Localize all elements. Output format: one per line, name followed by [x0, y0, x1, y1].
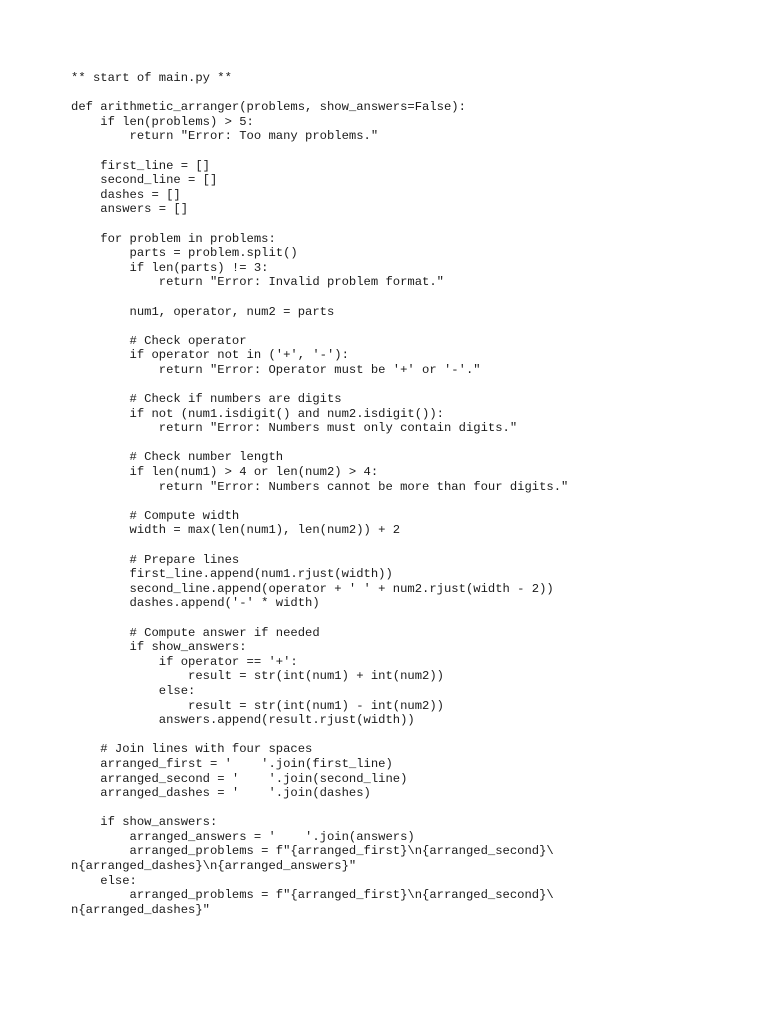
code-line: if operator == '+': — [71, 654, 298, 669]
code-line: arranged_answers = ' '.join(answers) — [71, 829, 415, 844]
code-line — [71, 144, 568, 159]
code-line — [71, 494, 568, 509]
code-line: if show_answers: — [71, 640, 247, 655]
code-line: n{arranged_dashes}\n{arranged_answers}" — [71, 859, 357, 874]
code-line: first_line = [] — [71, 158, 210, 173]
code-line: if len(problems) > 5: — [71, 114, 254, 129]
code-line: return "Error: Operator must be '+' or '-'." — [71, 362, 481, 377]
code-listing — [71, 71, 568, 917]
code-line: result = str(int(num1) + int(num2)) — [71, 669, 444, 684]
code-line — [71, 728, 568, 743]
code-line — [71, 436, 568, 451]
code-line: num1, operator, num2 = parts — [71, 304, 335, 319]
code-line: second_line.append(operator + ' ' + num2.rjust(width - 2)) — [71, 581, 554, 596]
code-line: parts = problem.split() — [71, 246, 298, 261]
code-line: # Check number length — [71, 450, 284, 465]
code-line: return "Error: Invalid problem format." — [71, 275, 444, 290]
code-line: if len(parts) != 3: — [71, 260, 269, 275]
code-line: first_line.append(num1.rjust(width)) — [71, 567, 393, 582]
code-line — [71, 801, 568, 816]
code-line: ** start of main.py ** — [71, 71, 232, 85]
code-line: for problem in problems: — [71, 231, 276, 246]
code-line: dashes.append('-' * width) — [71, 596, 320, 611]
code-line: # Compute answer if needed — [71, 625, 320, 640]
code-line: n{arranged_dashes}" — [71, 902, 210, 917]
code-line: # Prepare lines — [71, 552, 240, 567]
code-line: arranged_problems = f"{arranged_first}\n{arranged_second}\ — [71, 888, 554, 903]
code-line — [71, 377, 568, 392]
code-line: # Compute width — [71, 508, 240, 523]
code-line: dashes = [] — [71, 187, 181, 202]
code-line: answers.append(result.rjust(width)) — [71, 713, 415, 728]
code-line: if show_answers: — [71, 815, 218, 830]
code-line: answers = [] — [71, 202, 189, 217]
code-line: def arithmetic_arranger(problems, show_answers=False): — [71, 100, 466, 115]
code-line: arranged_dashes = ' '.join(dashes) — [71, 786, 371, 801]
code-line: else: — [71, 683, 196, 698]
code-line: return "Error: Numbers cannot be more than four digits." — [71, 479, 569, 494]
code-line — [71, 290, 568, 305]
code-line: # Check operator — [71, 333, 247, 348]
code-line — [71, 217, 568, 232]
code-line — [71, 611, 568, 626]
code-line: arranged_second = ' '.join(second_line) — [71, 771, 408, 786]
code-line: second_line = [] — [71, 173, 218, 188]
code-line: arranged_first = ' '.join(first_line) — [71, 756, 393, 771]
code-line — [71, 319, 568, 334]
code-line: if not (num1.isdigit() and num2.isdigit()): — [71, 406, 444, 421]
code-line: width = max(len(num1), len(num2)) + 2 — [71, 523, 401, 538]
code-line: # Check if numbers are digits — [71, 392, 342, 407]
code-line: return "Error: Numbers must only contain digits." — [71, 421, 518, 436]
code-line: if len(num1) > 4 or len(num2) > 4: — [71, 465, 379, 480]
code-line — [71, 86, 568, 101]
code-line — [71, 538, 568, 553]
code-line: return "Error: Too many problems." — [71, 129, 379, 144]
code-line: else: — [71, 873, 137, 888]
code-line: # Join lines with four spaces — [71, 742, 313, 757]
code-line: result = str(int(num1) - int(num2)) — [71, 698, 444, 713]
code-line: if operator not in ('+', '-'): — [71, 348, 349, 363]
code-line: arranged_problems = f"{arranged_first}\n{arranged_second}\ — [71, 844, 554, 859]
